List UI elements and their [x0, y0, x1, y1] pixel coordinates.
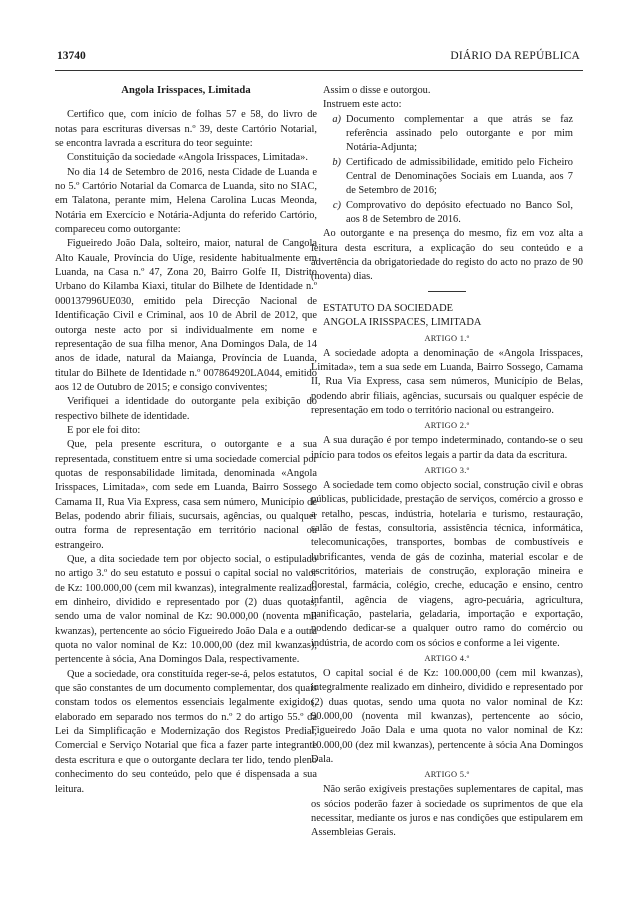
paragraph: Certifico que, com início de folhas 57 e 58, do livro de notas para escrituras diversas n.º 39, deste Cartório Notarial, se encontra lavrada a escritura do teor seguinte: [55, 109, 317, 150]
list-marker: c) [332, 199, 341, 211]
article-heading: ARTIGO 4.º [424, 654, 470, 664]
paragraph: E por ele foi dito: [67, 424, 141, 436]
article-text: Não serão exigíveis prestações suplementares de capital, mas os sócios poderão fazer à sociedade os suprimentos de que ela necessitar, mediante os juros e nas condições que estipularem em Assembleias Gerais. [311, 784, 583, 839]
paragraph: No dia 14 de Setembro de 2016, nesta Cidade de Luanda e no 5.º Cartório Notarial da Comarca de Luanda, sito no SIAC, em Talatona, perante mim, Helena Carolina Lucas Meonda, Notária em Exercício e Notária-Adjunta do referido Cartório, compareceu como outorgante: [55, 166, 317, 236]
list-text: Documento complementar a que atrás se faz referência assinado pelo outorgante e por mim Notária-Adjunta; [346, 113, 573, 154]
running-title: DIÁRIO DA REPÚBLICA [450, 50, 580, 62]
header-rule [55, 70, 583, 71]
article-text: A sociedade adopta a denominação de «Angola Irisspaces, Limitada», tem a sua sede em Luanda, Bairro Sossego, Camama II, Rua Via Express, casa sem números, Município de Belas, podendo abrir filiais, agências, sucursais ou qualquer espécie de representação em todo o território nacional ou estrangeiro. [311, 347, 583, 416]
article-heading: ARTIGO 1.º [424, 333, 470, 343]
document-list-item [311, 199, 583, 228]
article-text: O capital social é de Kz: 100.000,00 (cem mil kwanzas), integralmente realizado em dinheiro, dividido e representado por (2) duas quotas, sendo uma quota no valor nominal de Kz: 90.000,00 (noventa mil kwanzas), pertencente ao sócio, Figueiredo João Dala e uma quota no valor nominal de Kz: 10.000,00 (dez mil kwanzas), pertencente à sócia Ana Domingos Dala. [311, 668, 583, 766]
article-text: A sociedade tem como objecto social, construção civil e obras públicas, publicidade, prestação de serviços, comércio a grosso e a retalho, pescas, indústria, hotelaria e turismo, restauração, salão de festas, consultoria, assistência técnica, informática, telecomunicações, transportes, bombas de combustíveis e lubrificantes, venda de gás de cozinha, material escolar e de escritórios, materiais de construção, exploração mineira e florestal, farmácia, colégio, creche, educação e ensino, centro infantil, agência de viagens, agro-pecuária, agricultura, panificação, pastelaria, geladaria, importação e exportação, podendo dedicar-se a qualquer outro ramo do comércio ou indústria, de acordo com os sócios e conforme a lei vigente. [311, 479, 583, 649]
article-heading: ARTIGO 2.º [424, 421, 470, 431]
statute-title: ESTATUTO DA SOCIEDADE [323, 302, 454, 314]
list-text: Certificado de admissibilidade, emitido pelo Ficheiro Central de Denominações Sociais em Luanda, aos 7 de Setembro de 2016; [346, 156, 573, 197]
article-text: A sua duração é por tempo indeterminado, contando-se o seu início para todos os efeitos legais a partir da data da escritura. [311, 435, 583, 461]
right-column [311, 84, 583, 880]
statute-subtitle: ANGOLA IRISSPACES, LIMITADA [323, 317, 482, 329]
list-text: Comprovativo do depósito efectuado no Banco Sol, aos 8 de Setembro de 2016. [346, 199, 573, 226]
article-heading: ARTIGO 5.º [424, 770, 470, 780]
paragraph: Que, a dita sociedade tem por objecto social, o estipulado no artigo 3.º do seu estatuto e possui o capital social no valor de Kz: 100.000,00 (cem mil kwanzas), integralmente realizado em dinheiro, dividido e representado por (2) duas quotas, sendo uma de valor nominal de Kz: 90.000,00 (noventa mil kwanzas), pertencente ao sócio Figueiredo João Dala e a outra quota no valor nominal de Kz: 10.000,00 (dez mil kwanzas), pertencente à sócia, Ana Domingos Dala, respectivamente. [55, 554, 317, 666]
closing-paragraph: Ao outorgante e na presença do mesmo, fiz em voz alta a leitura desta escritura, a explicação do seu conteúdo e a advertência da obrigatoriedade do registo do acto no prazo de 90 (noventa) dias. [311, 228, 583, 283]
paragraph: Que, pela presente escritura, o outorgante e a sua representada, constituem entre si uma sociedade comercial por quotas de responsabilidade limitada, denominada «Angola Irisspaces, Limitada», com sede em Luanda, Bairro Sossego Camama II, Rua Via Express, casa sem número, Município de Belas, podendo abrir filiais, sucursais, agências, ou qualquer outra forma de representação em território nacional ou estrangeiro. [55, 439, 317, 551]
page-number: 13740 [57, 50, 86, 62]
paragraph: Verifiquei a identidade do outorgante pela exibição do respectivo bilhete de identidade. [55, 396, 317, 422]
document-list-item [311, 156, 583, 199]
paragraph: Assim o disse e outorgou. [323, 85, 431, 96]
list-marker: b) [332, 156, 341, 168]
paragraph: Que a sociedade, ora constituída reger-se-á, pelos estatutos, que são constantes de um documento complementar, dos quais constam todos os elementos essenciais legalmente exigidos, elaborado em separado nos termos do n.º 2 do artigo 55.º da Lei da Simplificação e Modernização dos Registos Predial, Comercial e Serviço Notarial que fica a fazer parte integrante desta escritura e que o outorgante declara ter lido, tendo pleno conhecimento do seu conteúdo, pelo que é dispensada a sua leitura. [55, 668, 317, 795]
left-column [55, 84, 317, 880]
paragraph: Figueiredo João Dala, solteiro, maior, natural de Cangola Alto Kauale, Província do Uíge, residente habitualmente em Luanda, na Casa n.º 47, Zona 20, Bairro Golfe II, Distrito Urbano do Kilamba Kiaxi, titular do Bilhete de Identidade n.º 000137996UE030, emitido pela Direcção Nacional de Identificação Civil e Criminal, aos 10 de Abril de 2012, que outorga neste acto por si individualmente em nome e representação de sua filha menor, Ana Domingos Dala, de 14 anos de idade, natural da Maianga, Província de Luanda, titular do Bilhete de Identidade n.º 007864920LA044, emitido aos 12 de Outubro de 2015; e consigo conviventes; [55, 238, 317, 393]
list-marker: a) [332, 113, 341, 125]
paragraph: Constituição da sociedade «Angola Irisspaces, Limitada». [67, 152, 308, 164]
paragraph: Instruem este acto: [323, 99, 402, 111]
company-title: Angola Irisspaces, Limitada [121, 85, 251, 96]
section-divider [428, 291, 466, 292]
document-list-item [311, 113, 583, 156]
article-heading: ARTIGO 3.º [424, 465, 470, 475]
